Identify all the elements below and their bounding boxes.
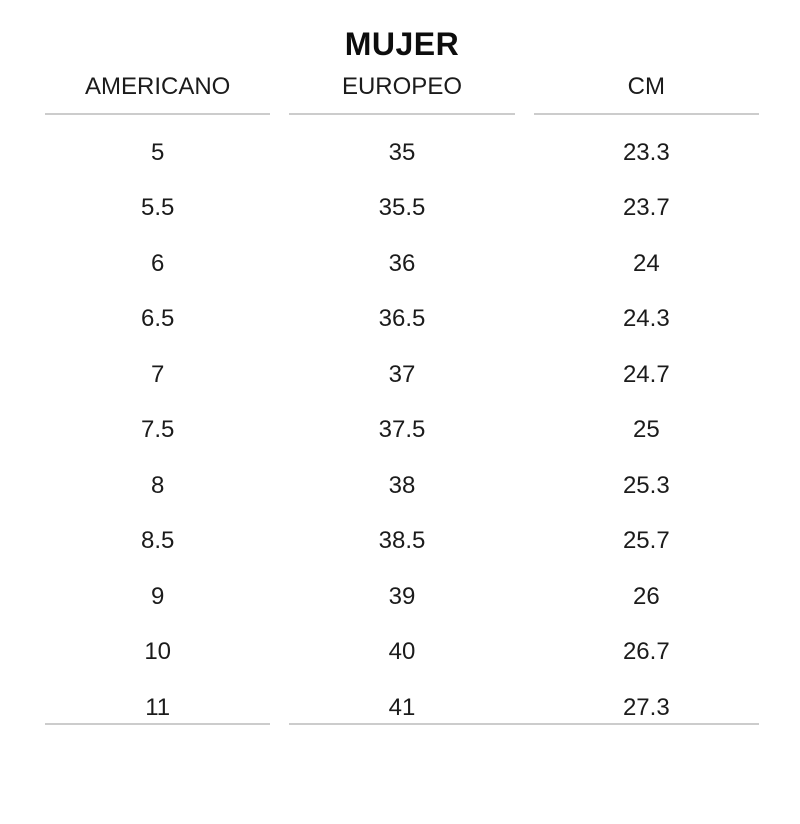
table-bottom-rules — [45, 723, 759, 725]
cell-europeo: 40 — [388, 638, 416, 666]
page-title: MUJER — [344, 26, 460, 62]
table-bottom-rule-right — [289, 723, 759, 725]
cell-cm: 25.3 — [622, 471, 670, 499]
cell-cm: 25 — [632, 416, 660, 444]
cell-americano: 11 — [145, 693, 171, 721]
cell-europeo: 36.5 — [378, 305, 426, 333]
cell-cm: 24 — [632, 249, 660, 277]
cell-americano: 8.5 — [140, 527, 175, 555]
table-row — [45, 514, 759, 570]
table-body — [45, 115, 759, 736]
cell-americano: 6.5 — [140, 305, 175, 333]
size-conversion-table — [45, 24, 759, 725]
cell-europeo: 38.5 — [378, 527, 426, 555]
cell-cm: 25.7 — [622, 527, 670, 555]
cell-europeo: 41 — [388, 693, 416, 721]
table-header-row — [45, 72, 759, 115]
cell-cm: 24.3 — [622, 305, 670, 333]
cell-americano: 6 — [150, 249, 165, 277]
table-row — [45, 236, 759, 292]
column-header-europeo: EUROPEO — [289, 72, 514, 115]
cell-cm: 27.3 — [622, 693, 670, 721]
table-bottom-rule-left — [45, 723, 270, 725]
cell-americano: 5 — [150, 138, 165, 166]
cell-cm: 26.7 — [622, 638, 670, 666]
table-row — [45, 625, 759, 681]
cell-cm: 23.7 — [622, 194, 670, 222]
cell-europeo: 36 — [388, 249, 416, 277]
cell-americano: 7.5 — [140, 416, 175, 444]
table-row — [45, 569, 759, 625]
column-header-americano: AMERICANO — [45, 72, 270, 115]
cell-europeo: 39 — [388, 582, 416, 610]
cell-europeo: 35 — [388, 138, 416, 166]
cell-americano: 5.5 — [140, 194, 175, 222]
cell-cm: 23.3 — [622, 138, 670, 166]
table-row — [45, 458, 759, 514]
table-row — [45, 181, 759, 237]
cell-europeo: 38 — [388, 471, 416, 499]
table-row — [45, 347, 759, 403]
column-header-cm: CM — [534, 72, 759, 115]
table-row — [45, 125, 759, 181]
table-row — [45, 403, 759, 459]
table-row — [45, 680, 759, 736]
cell-americano: 8 — [150, 471, 165, 499]
cell-americano: 10 — [144, 638, 172, 666]
cell-europeo: 37 — [388, 360, 416, 388]
cell-cm: 24.7 — [622, 360, 670, 388]
cell-americano: 9 — [150, 582, 165, 610]
cell-europeo: 37.5 — [378, 416, 426, 444]
cell-europeo: 35.5 — [378, 194, 426, 222]
table-row — [45, 292, 759, 348]
cell-americano: 7 — [150, 360, 165, 388]
cell-cm: 26 — [632, 582, 660, 610]
